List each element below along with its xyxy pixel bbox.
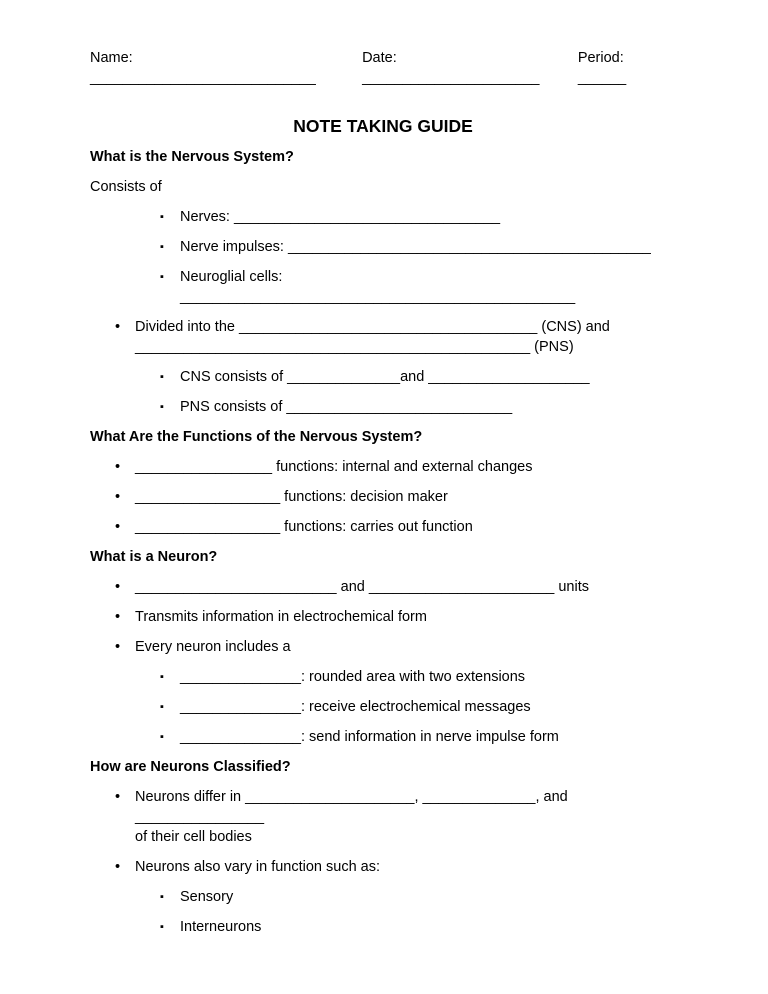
header-date-field: Date: ______________________	[362, 50, 540, 86]
list-item-vary-in-function	[115, 857, 676, 877]
list-item-neuron-units	[115, 577, 676, 597]
list-item-transmits	[115, 607, 676, 627]
square-bullet-icon: ▪	[160, 701, 164, 713]
list-item-neuron-part3	[160, 727, 676, 747]
bullet-icon: •	[115, 319, 121, 335]
section-heading-functions: What Are the Functions of the Nervous System?	[90, 429, 423, 445]
header-name-field: Name: ____________________________	[90, 50, 316, 86]
square-bullet-icon: ▪	[160, 211, 164, 223]
list-item-nerve-impulses	[160, 237, 676, 257]
list-item-text: Interneurons	[180, 919, 262, 935]
list-item-text: _______________: send information in nerve impulse form	[180, 729, 559, 745]
bullet-icon: •	[115, 639, 121, 655]
document-header	[90, 48, 676, 88]
list-item-line1: Divided into the _____________________________________ (CNS) and	[135, 319, 610, 335]
list-item-nerves	[160, 207, 676, 227]
list-item-text: Nerve impulses: _____________________________________________	[180, 239, 651, 255]
list-item-text: Every neuron includes a	[135, 639, 291, 655]
square-bullet-icon: ▪	[160, 731, 164, 743]
bullet-icon: •	[115, 609, 121, 625]
bullet-icon: •	[115, 459, 121, 475]
list-item-neuron-part2	[160, 697, 676, 717]
list-item-text: Transmits information in electrochemical form	[135, 609, 427, 625]
bullet-icon: •	[115, 859, 121, 875]
list-item-line2: of their cell bodies	[135, 829, 252, 845]
list-item-neuron-part1	[160, 667, 676, 687]
bullet-icon: •	[115, 579, 121, 595]
list-item-text	[135, 317, 676, 357]
bullet-icon: •	[115, 489, 121, 505]
list-item-neuron-includes	[115, 637, 676, 657]
list-item-neurons-differ	[115, 787, 676, 847]
list-item-divided-into	[115, 317, 676, 357]
list-item-line1: Neurons differ in _____________________, ______________, and ________________	[135, 789, 568, 825]
list-item-text: Neurons also vary in function such as:	[135, 859, 381, 875]
list-item-sensory	[160, 887, 676, 907]
list-item-text: _______________: rounded area with two extensions	[180, 669, 526, 685]
list-item-text: _________________ functions: internal and external changes	[135, 459, 533, 475]
square-bullet-icon: ▪	[160, 271, 164, 283]
page-title: NOTE TAKING GUIDE	[293, 116, 473, 136]
list-item-text: Nerves: _________________________________	[180, 209, 501, 225]
list-item-text: _________________________ and _______________________ units	[135, 579, 589, 595]
list-item-carryout-functions	[115, 517, 676, 537]
list-item-text: __________________ functions: carries out function	[135, 519, 473, 535]
consists-of-text: Consists of	[90, 179, 162, 195]
section-heading-nervous-system: What is the Nervous System?	[90, 149, 294, 165]
bullet-icon: •	[115, 789, 121, 805]
list-item-interneurons	[160, 917, 676, 937]
list-item-text: PNS consists of ____________________________	[180, 399, 513, 415]
list-item-text: __________________ functions: decision maker	[135, 489, 448, 505]
square-bullet-icon: ▪	[160, 241, 164, 253]
list-item-text: CNS consists of ______________and ____________________	[180, 369, 590, 385]
list-item-text: _______________: receive electrochemical messages	[180, 699, 531, 715]
square-bullet-icon: ▪	[160, 891, 164, 903]
list-item-cns-consists	[160, 367, 676, 387]
list-item-sensory-functions	[115, 457, 676, 477]
bullet-icon: •	[115, 519, 121, 535]
list-item-text: Neuroglial cells: _________________________________________________	[180, 269, 576, 305]
list-item-decision-functions	[115, 487, 676, 507]
section-heading-neuron: What is a Neuron?	[90, 549, 218, 565]
list-item-neuroglial-cells	[160, 267, 676, 307]
section-heading-classification: How are Neurons Classified?	[90, 759, 291, 775]
list-item-line2: _________________________________________________ (PNS)	[135, 339, 574, 355]
header-period-field: Period: ______	[577, 50, 627, 86]
square-bullet-icon: ▪	[160, 921, 164, 933]
list-item-pns-consists	[160, 397, 676, 417]
square-bullet-icon: ▪	[160, 671, 164, 683]
list-item-text	[135, 787, 676, 847]
square-bullet-icon: ▪	[160, 371, 164, 383]
square-bullet-icon: ▪	[160, 401, 164, 413]
list-item-text: Sensory	[180, 889, 234, 905]
